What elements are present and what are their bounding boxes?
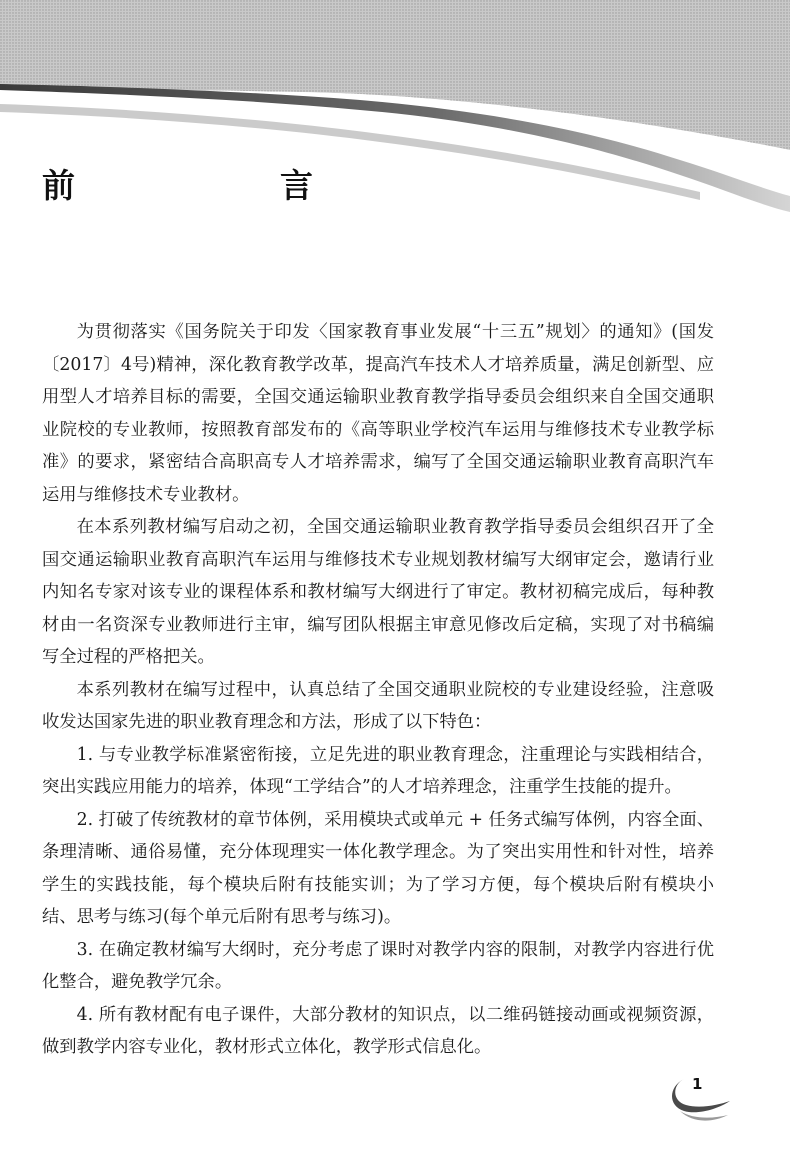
paragraph-7: 4. 所有教材配有电子课件，大部分教材的知识点，以二维码链接动画或视频资源，做到教学内容专业化，教材形式立体化，教学形式信息化。 [42, 1004, 714, 1057]
page-title: 前 言 [42, 166, 399, 205]
page-number-area [662, 1075, 732, 1135]
page-number: 1 [692, 1075, 703, 1093]
preface-body [42, 316, 714, 1064]
paragraph-2: 在本系列教材编写启动之初，全国交通运输职业教育教学指导委员会组织召开了全国交通运输职业教育高职汽车运用与维修技术专业规划教材编写大纲审定会，邀请行业内知名专家对该专业的课程体系和教材编写大纲进行了审定。教材初稿完成后，每种教材由一名资深专业教师进行主审，编写团队根据主审意见修改后定稿，实现了对书稿编写全过程的严格把关。 [42, 517, 714, 667]
paragraph-5: 2. 打破了传统教材的章节体例，采用模块式或单元 + 任务式编写体例，内容全面、条理清晰、通俗易懂，充分体现理实一体化教学理念。为了突出实用性和针对性，培养学生的实践技能，每个模块后附有技能实训；为了学习方便，每个模块后附有模块小结、思考与练习(每个单元后附有思考与练习)。 [42, 809, 714, 927]
paragraph-1: 为贯彻落实《国务院关于印发〈国家教育事业发展“十三五”规划〉的通知》(国发〔2017〕4号)精神，深化教育教学改革，提高汽车技术人才培养质量，满足创新型、应用型人才培养目标的需要，全国交通运输职业教育教学指导委员会组织来自全国交通职业院校的专业教师，按照教育部发布的《高等职业学校汽车运用与维修技术专业教学标准》的要求，紧密结合高职高专人才培养需求，编写了全国交通运输职业教育高职汽车运用与维修技术专业教材。 [42, 322, 714, 505]
paragraph-6: 3. 在确定教材编写大纲时，充分考虑了课时对教学内容的限制，对教学内容进行优化整合，避免教学冗余。 [42, 939, 714, 992]
paragraph-3: 本系列教材在编写过程中，认真总结了全国交通职业院校的专业建设经验，注意吸收发达国家先进的职业教育理念和方法，形成了以下特色： [42, 679, 714, 732]
paragraph-4: 1. 与专业教学标准紧密衔接，立足先进的职业教育理念，注重理论与实践相结合，突出实践应用能力的培养，体现“工学结合”的人才培养理念，注重学生技能的提升。 [42, 744, 714, 797]
